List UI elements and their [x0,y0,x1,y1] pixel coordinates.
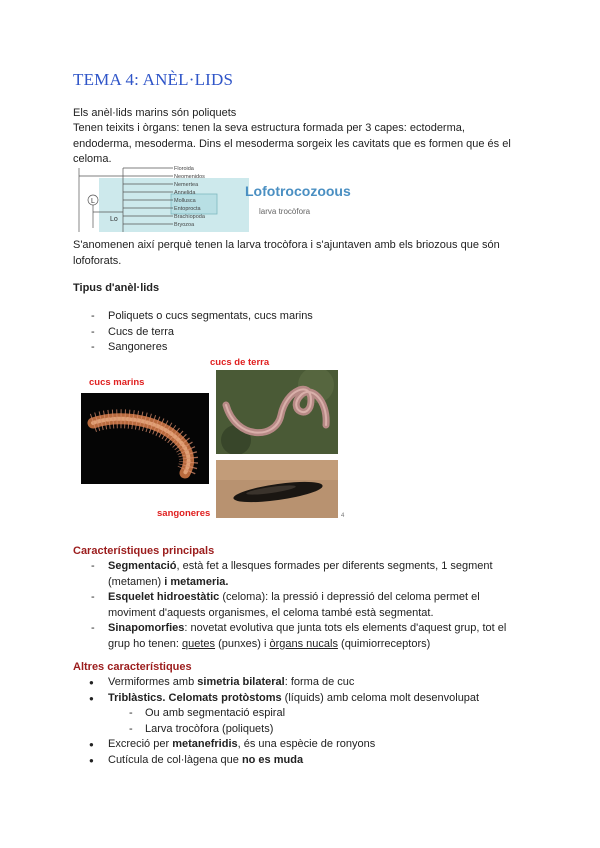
leech-illustration [216,460,338,518]
intro-line-1: Els anèl·lids marins són poliquets [73,107,237,119]
photo-credit-mark: 4 [341,513,345,519]
photo-cucs-terra [216,370,338,454]
types-list [73,309,523,356]
caption-cucs-terra: cucs de terra [210,357,270,368]
item-text: : novetat evolutiva que junta tots els elements d'aquest grup, tot el grup ho tenen: [108,622,507,650]
list-item [73,621,523,652]
taxon-label: Brachiopoda [174,214,205,220]
earthworm-illustration [216,370,338,454]
phylogeny-diagram [73,166,353,232]
term-quetes: quetes [182,637,216,650]
taxon-label: Mollusca [174,198,196,204]
taxon-label: Bryozoa [174,222,195,228]
sub-list-item: - Ou amb segmentació espiral [73,706,533,722]
lophotrochozoa-paragraph: S'anomenen així perquè tenen la larva trocòfora i s'ajuntaven amb els briozous que són lofoforats. [73,239,500,267]
types-heading: Tipus d'anèl·lids [73,282,160,294]
item-text: (quimiorreceptors) [341,637,431,650]
photo-cucs-marins [81,393,209,484]
phylogeny-diagram-svg [73,166,353,232]
list-item: - Cucs de terra [73,325,523,341]
other-characteristics-list [73,675,533,768]
list-item [73,675,533,691]
page-title: TEMA 4: ANÈL·LIDS [73,70,234,89]
list-item: - Sangoneres [73,340,523,356]
caption-sangoneres: sangoneres [157,508,211,519]
item-text: : forma de cuc [284,676,355,688]
term-triblastics: Triblàstics. Celomats protòstoms [108,691,282,704]
item-text: , és una espècie de ronyons [237,738,376,750]
diagram-subtitle: larva trocòfora [259,207,311,216]
polychaete-illustration [81,393,209,484]
term-metameria: i metameria. [164,575,229,588]
list-item [73,737,533,753]
main-characteristics-heading: Característiques principals [73,545,215,557]
term-esquelet: Esquelet hidroestàtic [108,591,220,603]
item-text: (celoma): la pressió i depressió del celoma permet el moviment d'aquests organismes, el celoma també està segmentat. [108,591,480,619]
taxon-label: Entoprocta [174,206,201,212]
item-text: , està fet a llesques formades per diferents segments, 1 segment (metamen) [108,560,493,588]
other-characteristics-heading: Altres característiques [73,661,192,673]
main-characteristics-list [73,559,523,652]
photo-sangoneres [216,460,338,518]
item-text: Cutícula de col·làgena que [108,753,239,766]
node-lo-label: Lo [110,216,118,223]
taxon-label: Floroida [174,166,194,172]
term-simetria: simetria bilateral [197,676,285,688]
list-item [73,590,523,621]
term-metanefridis: metanefridis [172,738,238,750]
sub-list-item: - Larva trocòfora (poliquets) [73,722,533,738]
list-item [73,691,533,707]
term-segmentacio: Segmentació [108,560,177,572]
item-text: Excreció per [108,738,170,750]
taxon-label: Nemertea [174,182,199,188]
list-item: - Poliquets o cucs segmentats, cucs marins [73,309,523,325]
caption-cucs-marins: cucs marins [89,377,145,388]
term-no-es-muda: no es muda [241,753,304,766]
diagram-title: Lofotrocozoous [245,183,351,199]
list-item [73,753,533,769]
taxon-label: Annelida [174,190,196,196]
item-text: (líquids) amb celoma molt desenvolupat [284,691,480,704]
item-text: Vermiformes amb [108,676,195,688]
intro-paragraph: Tenen teixits i òrgans: tenen la seva estructura formada per 3 capes: ectoderma, endoderma, mesoderma. Dins el mesoderma sorgeix les cavitats que es formen que és el celoma. [73,122,511,165]
list-item [73,559,523,590]
node-l-label: L [91,198,95,205]
item-text: (punxes) i [218,637,267,650]
term-sinapomorfies: Sinapomorfies [108,622,185,634]
taxon-label: Neomenidos [174,174,205,180]
term-organs-nucals: òrgans nucals [269,637,338,650]
